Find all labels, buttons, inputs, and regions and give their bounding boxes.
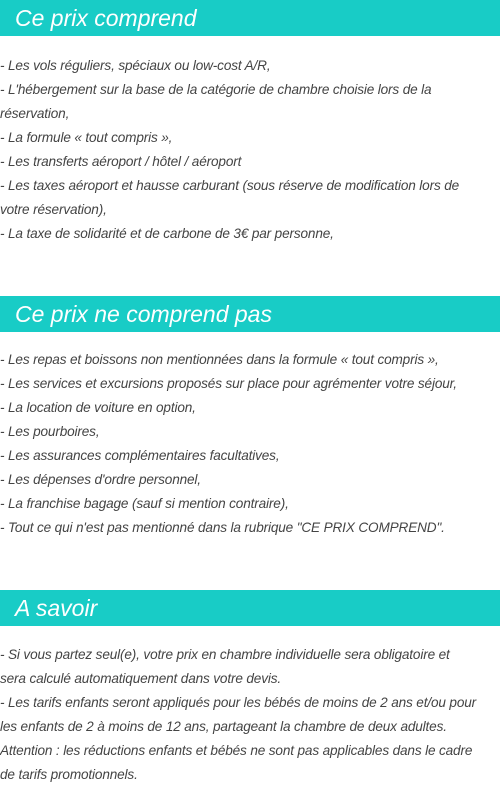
list-item: - L'hébergement sur la base de la catégorie de chambre choisie lors de la — [0, 82, 432, 97]
list-item: - La taxe de solidarité et de carbone de 3€ par personne, — [0, 226, 334, 241]
list-item: les enfants de 2 à moins de 12 ans, partageant la chambre de deux adultes. — [0, 719, 447, 734]
list-item: - La formule « tout compris », — [0, 130, 173, 145]
list-item: - Les pourboires, — [0, 424, 100, 439]
section-title-included: Ce prix comprend — [0, 0, 500, 36]
list-item: - Les assurances complémentaires facultatives, — [0, 448, 280, 463]
included-list — [0, 54, 500, 246]
section-title-good-to-know: A savoir — [0, 590, 500, 626]
list-item: - Les tarifs enfants seront appliqués pour les bébés de moins de 2 ans et/ou pour — [0, 695, 477, 710]
list-item: Attention : les réductions enfants et bébés ne sont pas applicables dans le cadre — [0, 743, 473, 758]
list-item: sera calculé automatiquement dans votre devis. — [0, 671, 281, 686]
list-item: - Tout ce qui n'est pas mentionné dans la rubrique "CE PRIX COMPREND". — [0, 520, 445, 535]
list-item: - Les taxes aéroport et hausse carburant (sous réserve de modification lors de — [0, 178, 460, 193]
list-item: - Les dépenses d'ordre personnel, — [0, 472, 201, 487]
section-title-not-included: Ce prix ne comprend pas — [0, 296, 500, 332]
list-item: - Si vous partez seul(e), votre prix en chambre individuelle sera obligatoire et — [0, 647, 450, 662]
list-item: - La franchise bagage (sauf si mention contraire), — [0, 496, 289, 511]
list-item: - Les services et excursions proposés sur place pour agrémenter votre séjour, — [0, 376, 457, 391]
not-included-list — [0, 348, 500, 540]
list-item: - Les repas et boissons non mentionnées dans la formule « tout compris », — [0, 352, 439, 367]
list-item: votre réservation), — [0, 202, 107, 217]
list-item: - Les vols réguliers, spéciaux ou low-cost A/R, — [0, 58, 271, 73]
good-to-know-list — [0, 643, 500, 787]
list-item: réservation, — [0, 106, 70, 121]
list-item: de tarifs promotionnels. — [0, 767, 138, 782]
list-item: - Les transferts aéroport / hôtel / aéroport — [0, 154, 242, 169]
list-item: - La location de voiture en option, — [0, 400, 196, 415]
